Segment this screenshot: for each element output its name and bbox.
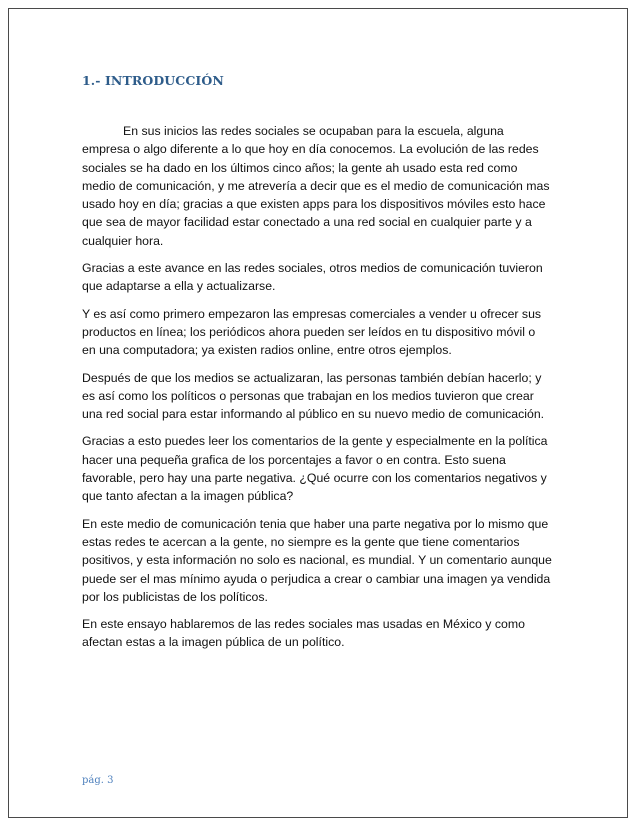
page-number: pág. 3 xyxy=(82,775,114,786)
section-heading: 1.- INTRODUCCIÓN xyxy=(82,73,224,88)
paragraph-7: En este ensayo hablaremos de las redes sociales mas usadas en México y como afectan estas a la imagen pública de un político. xyxy=(82,617,525,650)
document-body xyxy=(82,122,552,661)
paragraph-5: Gracias a esto puedes leer los comentarios de la gente y especialmente en la política hacer una pequeña grafica de los porcentajes a favor o en contra. Esto suena favorable, pero hay una parte negativa. ¿Qué ocurre con los comentarios negativos y que tanto afectan a la imagen pública? xyxy=(82,434,548,504)
paragraph-6: En este medio de comunicación tenia que haber una parte negativa por lo mismo que estas redes te acercan a la gente, no siempre es la gente que tiene comentarios positivos, y esta información no solo es nacional, es mundial. Y un comentario aunque puede ser el mas mínimo ayuda o perjudica a crear o cambiar una imagen ya vendida por los publicistas de los políticos. xyxy=(82,516,552,604)
paragraph-2: Gracias a este avance en las redes sociales, otros medios de comunicación tuvieron que adaptarse a ella y actualizarse. xyxy=(82,261,543,294)
paragraph-4: Después de que los medios se actualizaran, las personas también debían hacerlo; y es así como los políticos o personas que trabajan en los medios tuvieron que crear una red social para estar informando al público en su nuevo medio de comunicación. xyxy=(82,370,545,422)
paragraph-1: En sus inicios las redes sociales se ocupaban para la escuela, alguna empresa o algo diferente a lo que hoy en día conocemos. La evolución de las redes sociales se ha dado en los últimos cinco años; la gente ah usado esta red como medio de comunicación, y me atrevería a decir que es el medio de comunicación mas usado hoy en día; gracias a que existen apps para los dispositivos móviles esto hace que sea de mayor facilidad estar conectado a una red social en cualquier parte y a cualquier hora. xyxy=(82,124,550,248)
paragraph-3: Y es así como primero empezaron las empresas comerciales a vender u ofrecer sus productos en línea; los periódicos ahora pueden ser leídos en tu dispositivo móvil o en una computadora; ya existen radios online, entre otros ejemplos. xyxy=(82,306,542,358)
